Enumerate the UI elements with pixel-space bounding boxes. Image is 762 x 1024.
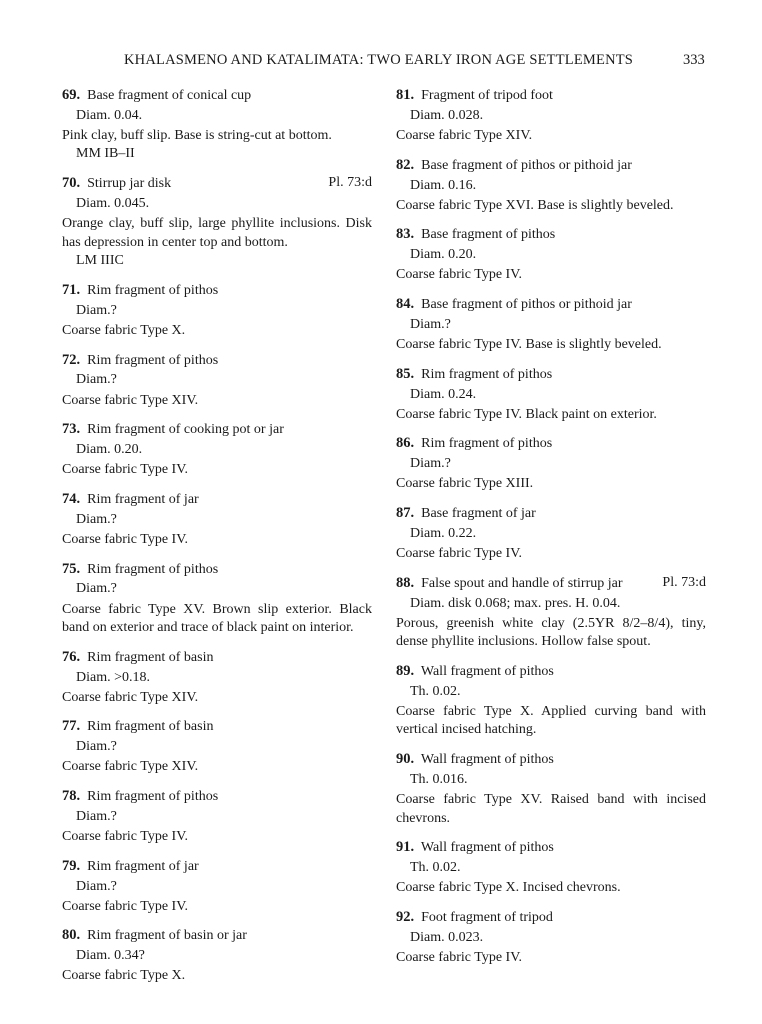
catalog-entry bbox=[396, 662, 706, 740]
entry-title: Base fragment of pithos or pithoid jar bbox=[421, 297, 632, 313]
catalog-entry bbox=[62, 490, 372, 549]
entry-title: Stirrup jar disk bbox=[87, 176, 172, 192]
entry-title: Wall fragment of pithos bbox=[420, 752, 554, 768]
entry-title-line bbox=[62, 351, 372, 371]
catalog-entry bbox=[396, 156, 706, 215]
entry-measurement: Th. 0.02. bbox=[410, 860, 461, 876]
entry-number: 90. bbox=[396, 751, 415, 768]
entry-title: False spout and handle of stirrup jar bbox=[421, 575, 623, 591]
entry-description: Coarse fabric Type XIV. bbox=[62, 689, 199, 705]
entry-number: 73. bbox=[62, 421, 81, 438]
entry-description: Coarse fabric Type XVI. Base is slightly beveled. bbox=[396, 197, 674, 213]
entry-measurement: Diam. >0.18. bbox=[76, 669, 150, 685]
entry-number: 91. bbox=[396, 839, 415, 856]
entry-number: 85. bbox=[396, 365, 415, 382]
entry-measurement: Diam. 0.24. bbox=[410, 386, 477, 402]
entry-title: Rim fragment of pithos bbox=[421, 366, 553, 382]
entry-measurement: Diam. 0.028. bbox=[410, 107, 484, 123]
entry-description: Coarse fabric Type IV. bbox=[396, 949, 523, 965]
entry-title-line bbox=[396, 574, 706, 594]
entry-title-line bbox=[396, 662, 706, 682]
entry-description: Porous, greenish white clay (2.5YR 8/2–8/4), tiny, dense phyllite inclusions. Hollow false spout. bbox=[396, 615, 706, 650]
catalog-entry bbox=[62, 351, 372, 410]
entry-title: Fragment of tripod foot bbox=[421, 88, 553, 103]
entry-number: 76. bbox=[62, 648, 81, 665]
entry-measurement: Diam. 0.22. bbox=[410, 525, 477, 541]
entry-number: 82. bbox=[396, 156, 415, 173]
catalog-entry bbox=[62, 420, 372, 479]
entry-description: Coarse fabric Type IV. bbox=[62, 829, 189, 845]
entry-title-line bbox=[396, 750, 706, 770]
entry-description: Coarse fabric Type X. Applied curving band with vertical incised hatching. bbox=[396, 703, 706, 738]
entry-title-line bbox=[62, 281, 372, 301]
entry-description: Orange clay, buff slip, large phyllite inclusions. Disk has depression in center top and bottom. bbox=[62, 216, 372, 250]
entry-description: Coarse fabric Type IV. bbox=[62, 462, 189, 478]
entry-title-line bbox=[396, 225, 706, 245]
catalog-entry bbox=[396, 365, 706, 424]
entry-title: Rim fragment of pithos bbox=[87, 352, 219, 368]
entry-measurement: Diam.? bbox=[410, 316, 451, 332]
entry-measurement: Diam.? bbox=[76, 372, 117, 388]
entry-description: Coarse fabric Type XV. Raised band with incised chevrons. bbox=[396, 792, 706, 826]
entry-measurement: Th. 0.02. bbox=[410, 683, 461, 699]
entry-number: 74. bbox=[62, 490, 81, 507]
entry-number: 72. bbox=[62, 351, 81, 368]
entry-measurement: Diam.? bbox=[76, 878, 117, 894]
entry-measurement: Diam.? bbox=[410, 456, 451, 472]
entry-number: 69. bbox=[62, 87, 81, 103]
entry-title: Rim fragment of jar bbox=[87, 858, 199, 874]
entry-title-line bbox=[396, 86, 706, 106]
entry-measurement: Diam.? bbox=[76, 302, 117, 318]
entry-title: Base fragment of jar bbox=[421, 506, 536, 522]
catalog-entry bbox=[396, 434, 706, 493]
entry-title: Rim fragment of pithos bbox=[421, 436, 553, 452]
entry-description: Coarse fabric Type IV. bbox=[396, 546, 523, 562]
entry-title-line bbox=[62, 857, 372, 877]
entry-title-line bbox=[62, 86, 372, 106]
catalog-entry bbox=[62, 174, 372, 270]
entry-title-line bbox=[62, 926, 372, 946]
entry-title: Base fragment of pithos bbox=[421, 227, 556, 243]
entry-measurement: Diam. 0.16. bbox=[410, 177, 477, 193]
entry-measurement: Diam. 0.34? bbox=[76, 948, 145, 964]
running-head: KHALASMENO AND KATALIMATA: TWO EARLY IRON AGE SETTLEMENTS bbox=[124, 52, 634, 68]
entry-number: 89. bbox=[396, 662, 415, 679]
entry-description: Coarse fabric Type X. bbox=[62, 322, 186, 338]
entry-title: Base fragment of pithos or pithoid jar bbox=[421, 157, 632, 173]
entry-measurement: Diam. 0.20. bbox=[410, 247, 477, 263]
entry-number: 81. bbox=[396, 87, 415, 103]
entry-title-line bbox=[396, 365, 706, 385]
entry-measurement: Diam. 0.04. bbox=[76, 107, 143, 123]
entry-title: Base fragment of conical cup bbox=[87, 88, 252, 103]
catalog-entry bbox=[396, 225, 706, 284]
entry-title-line bbox=[62, 174, 372, 194]
entry-number: 84. bbox=[396, 296, 415, 313]
entry-title: Wall fragment of pithos bbox=[420, 840, 554, 856]
page-header bbox=[0, 52, 762, 72]
entry-title-line bbox=[396, 156, 706, 176]
entry-number: 77. bbox=[62, 718, 81, 735]
entry-description: Coarse fabric Type IV. bbox=[396, 267, 523, 283]
entry-number: 79. bbox=[62, 857, 81, 874]
left-column bbox=[62, 86, 372, 996]
entry-title: Rim fragment of pithos bbox=[87, 789, 219, 805]
catalog-entry bbox=[396, 838, 706, 897]
entry-title-line bbox=[62, 490, 372, 510]
entry-number: 78. bbox=[62, 788, 81, 805]
catalog-entry bbox=[396, 86, 706, 145]
plate-reference: Pl. 73:d bbox=[328, 175, 372, 191]
entry-measurement: Diam. 0.20. bbox=[76, 442, 143, 458]
entry-title: Foot fragment of tripod bbox=[421, 909, 553, 925]
entry-number: 70. bbox=[62, 175, 81, 192]
entry-number: 83. bbox=[396, 226, 415, 243]
entry-title: Rim fragment of jar bbox=[87, 491, 199, 507]
catalog-entry bbox=[62, 787, 372, 846]
catalog-entry bbox=[62, 560, 372, 638]
entry-title: Rim fragment of basin bbox=[87, 719, 214, 735]
entry-number: 75. bbox=[62, 560, 81, 577]
entry-description: Coarse fabric Type IV. Black paint on exterior. bbox=[396, 406, 657, 422]
plate-reference: Pl. 73:d bbox=[662, 574, 706, 590]
entry-description: Coarse fabric Type IV. bbox=[62, 531, 189, 547]
catalog-entry bbox=[396, 574, 706, 652]
entry-number: 71. bbox=[62, 281, 81, 298]
entry-title-line bbox=[396, 504, 706, 524]
entry-number: 86. bbox=[396, 435, 415, 452]
entry-description: Coarse fabric Type IV. Base is slightly beveled. bbox=[396, 337, 662, 352]
entry-description: Coarse fabric Type XIV. bbox=[62, 759, 199, 775]
entry-number: 88. bbox=[396, 574, 415, 591]
catalog-entry bbox=[396, 908, 706, 967]
entry-description: Coarse fabric Type IV. bbox=[62, 898, 189, 914]
page-number: 333 bbox=[683, 52, 705, 68]
entry-measurement: Diam.? bbox=[76, 739, 117, 755]
entry-number: 92. bbox=[396, 908, 415, 925]
entry-title-line bbox=[396, 434, 706, 454]
entry-measurement: Diam. 0.023. bbox=[410, 929, 484, 945]
entry-title-line bbox=[62, 787, 372, 807]
catalog-entry bbox=[62, 86, 372, 164]
entry-date: MM IB–II bbox=[76, 146, 135, 162]
catalog-entry bbox=[62, 648, 372, 707]
entry-title: Rim fragment of basin or jar bbox=[87, 928, 247, 944]
entry-title-line bbox=[396, 295, 706, 315]
entry-measurement: Diam.? bbox=[76, 581, 117, 597]
entry-title-line bbox=[62, 648, 372, 668]
entry-title-line bbox=[62, 420, 372, 440]
entry-measurement: Th. 0.016. bbox=[410, 771, 468, 787]
entry-title-line bbox=[62, 717, 372, 737]
entry-description: Coarse fabric Type XIV. bbox=[62, 392, 199, 408]
entry-title-line bbox=[396, 908, 706, 928]
entry-measurement: Diam. 0.045. bbox=[76, 196, 150, 212]
entry-title: Wall fragment of pithos bbox=[420, 663, 554, 679]
catalog-entry bbox=[396, 750, 706, 828]
entry-description: Pink clay, buff slip. Base is string-cut at bottom. bbox=[62, 127, 332, 143]
entry-description: Coarse fabric Type XV. Brown slip exterior. Black band on exterior and trace of black paint on interior. bbox=[62, 601, 372, 636]
catalog-entry bbox=[62, 857, 372, 916]
entry-description: Coarse fabric Type X. bbox=[62, 968, 186, 984]
catalog-entry bbox=[396, 504, 706, 563]
entry-title-line bbox=[396, 838, 706, 858]
entry-number: 87. bbox=[396, 505, 415, 522]
catalog-entry bbox=[62, 281, 372, 340]
catalog-entry bbox=[396, 295, 706, 354]
entry-title: Rim fragment of basin bbox=[87, 649, 214, 665]
entry-measurement: Diam.? bbox=[76, 808, 117, 824]
entry-description: Coarse fabric Type XIV. bbox=[396, 127, 533, 143]
entry-date: LM IIIC bbox=[76, 253, 124, 269]
entry-title: Rim fragment of pithos bbox=[87, 282, 219, 298]
entry-title: Rim fragment of cooking pot or jar bbox=[87, 422, 284, 438]
right-column bbox=[396, 86, 706, 978]
entry-title: Rim fragment of pithos bbox=[87, 561, 219, 577]
catalog-entry bbox=[62, 717, 372, 776]
entry-description: Coarse fabric Type X. Incised chevrons. bbox=[396, 880, 621, 896]
catalog-entry bbox=[62, 926, 372, 985]
entry-measurement: Diam. disk 0.068; max. pres. H. 0.04. bbox=[410, 595, 621, 611]
entry-description: Coarse fabric Type XIII. bbox=[396, 476, 534, 492]
entry-title-line bbox=[62, 560, 372, 580]
entry-measurement: Diam.? bbox=[76, 511, 117, 527]
entry-number: 80. bbox=[62, 927, 81, 944]
